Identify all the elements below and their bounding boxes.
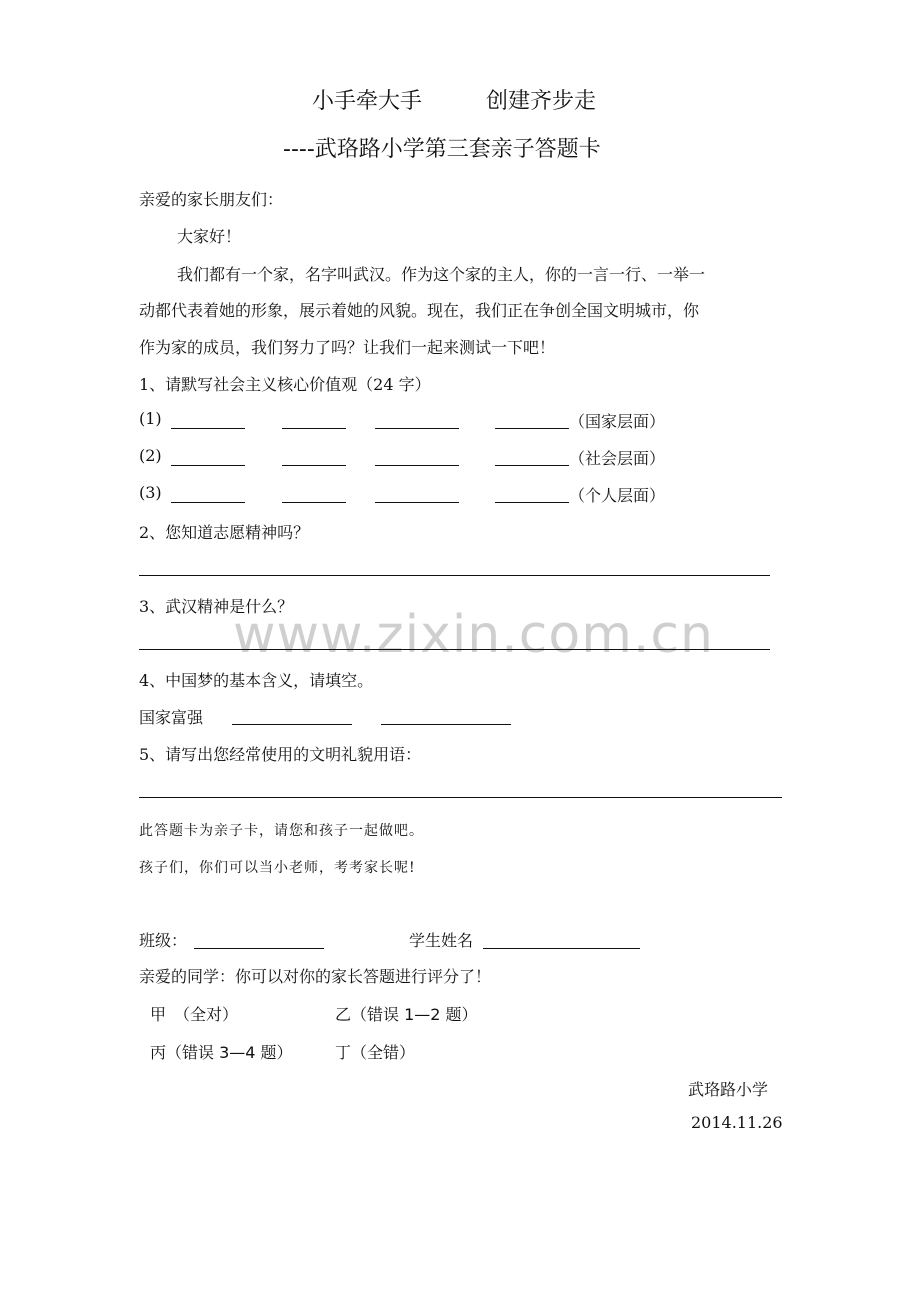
subtitle: ----武珞路小学第三套亲子答题卡: [283, 137, 601, 162]
answer-blank[interactable]: [375, 465, 459, 466]
rate-prompt: 亲爱的同学：你可以对你的家长答题进行评分了！: [139, 967, 492, 986]
answer-blank[interactable]: [171, 465, 245, 466]
school-name: 武珞路小学: [688, 1080, 769, 1099]
date: 2014.11.26: [691, 1113, 783, 1132]
q1-row-number: (1): [139, 409, 162, 428]
greeting: 亲爱的家长朋友们：: [139, 190, 284, 209]
grade-d: 丁（全错）: [335, 1043, 416, 1062]
watermark: www.zixin.com.cn: [233, 605, 714, 665]
q1-row-level: （个人层面）: [569, 486, 666, 505]
question-2: 2、您知道志愿精神吗？: [139, 523, 310, 542]
answer-blank[interactable]: [495, 502, 569, 503]
answer-blank[interactable]: [375, 428, 459, 429]
title-right: 创建齐步走: [486, 89, 597, 114]
answer-line-q5[interactable]: [139, 797, 782, 798]
answer-line-q2[interactable]: [139, 575, 770, 576]
q1-row-number: (3): [139, 483, 162, 502]
question-1: 1、请默写社会主义核心价值观（24 字）: [139, 375, 431, 394]
hello: 大家好！: [177, 227, 242, 246]
intro-line-1: 我们都有一个家，名字叫武汉。作为这个家的主人，你的一言一行、一举一: [177, 265, 706, 284]
q1-row-level: （国家层面）: [569, 412, 666, 431]
answer-blank[interactable]: [282, 465, 346, 466]
q1-row-level: （社会层面）: [569, 449, 666, 468]
note-line-2: 孩子们，你们可以当小老师，考考家长呢!: [139, 860, 416, 876]
answer-blank[interactable]: [232, 724, 352, 725]
answer-blank[interactable]: [171, 428, 245, 429]
answer-blank[interactable]: [171, 502, 245, 503]
question-5: 5、请写出您经常使用的文明礼貌用语：: [139, 745, 422, 764]
answer-blank[interactable]: [375, 502, 459, 503]
answer-blank[interactable]: [495, 465, 569, 466]
class-label: 班级：: [139, 931, 188, 950]
answer-blank[interactable]: [282, 502, 346, 503]
answer-blank[interactable]: [381, 724, 511, 725]
answer-blank[interactable]: [282, 428, 346, 429]
grade-b: 乙（错误 1—2 题）: [335, 1005, 478, 1024]
question-3: 3、武汉精神是什么？: [139, 597, 294, 616]
answer-blank[interactable]: [495, 428, 569, 429]
class-blank[interactable]: [194, 948, 324, 949]
answer-line-q3[interactable]: [139, 649, 770, 650]
q1-row-number: (2): [139, 446, 162, 465]
grade-a: 甲 （全对）: [150, 1005, 239, 1024]
student-name-label: 学生姓名: [409, 931, 474, 950]
q4-prefix: 国家富强: [139, 708, 204, 727]
question-4: 4、中国梦的基本含义，请填空。: [139, 671, 374, 690]
title-left: 小手牵大手: [312, 89, 423, 114]
grade-c: 丙（错误 3—4 题）: [150, 1043, 293, 1062]
note-line-1: 此答题卡为亲子卡，请您和孩子一起做吧。: [139, 823, 424, 839]
intro-line-2: 动都代表着她的形象，展示着她的风貌。现在，我们正在争创全国文明城市，你: [139, 301, 700, 320]
intro-line-3: 作为家的成员，我们努力了吗？让我们一起来测试一下吧！: [139, 338, 556, 357]
student-name-blank[interactable]: [483, 948, 640, 949]
